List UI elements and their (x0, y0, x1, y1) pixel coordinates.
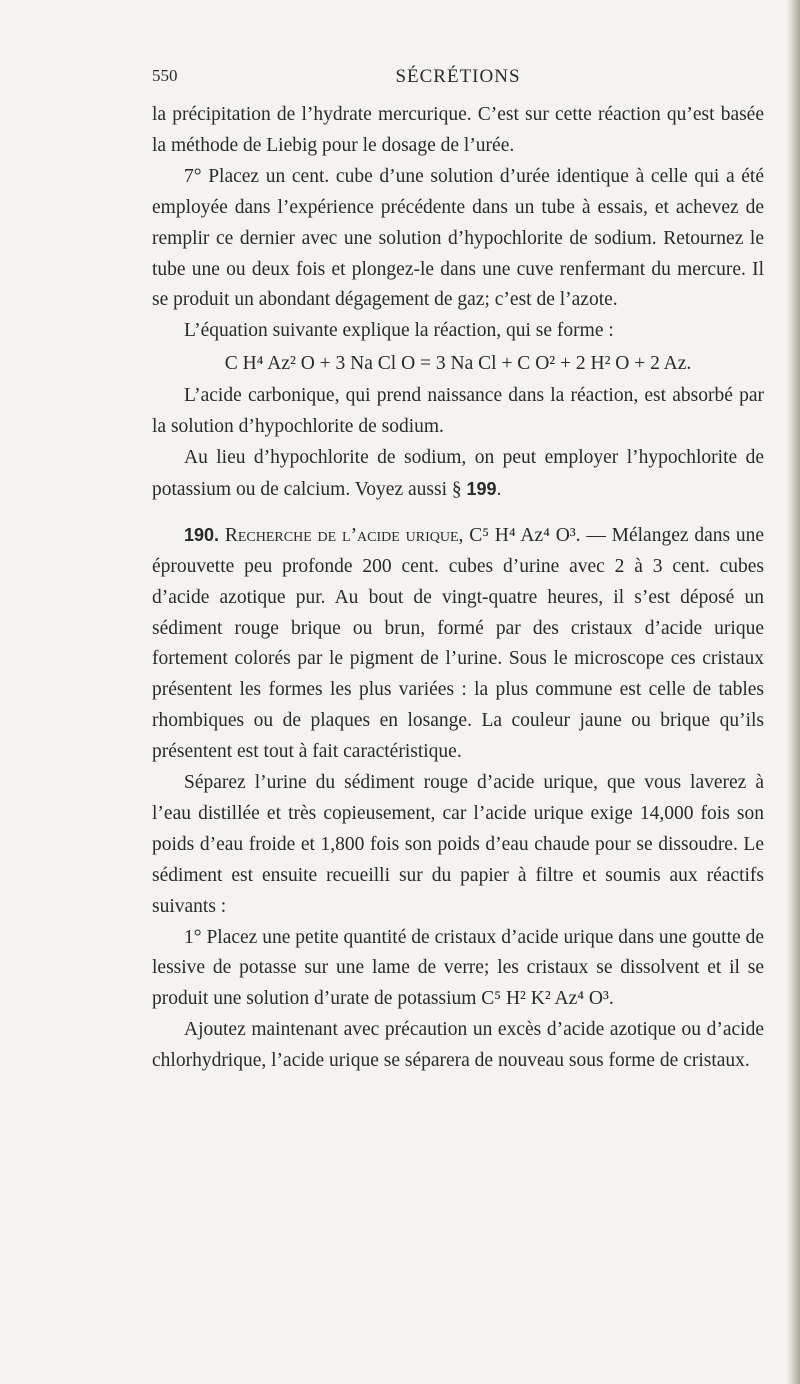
page-spine-shadow (786, 0, 800, 1384)
paragraph-equation-intro: L’équation suivante explique la réaction, qui se forme : (184, 320, 614, 342)
hypochlorite-text: Au lieu d’hypochlorite de sodium, on peut employer l’hypochlorite de potassium ou de calcium. Voyez aussi § (152, 446, 764, 500)
running-title: SÉCRÉTIONS (395, 66, 521, 87)
paragraph-hypochlorite (152, 443, 764, 506)
paragraph-step-7: 7° Placez un cent. cube d’une solution d’urée identique à celle qui a été employée dans l’expérience précédente dans un tube à essais, et achevez de remplir ce dernier avec une solution d’hypochlorite de sodium. Retournez le tube une ou deux fois et plongez-le dans une cuve renfermant du mercure. Il se produit un abondant dégagement de gaz; c’est de l’azote. (152, 165, 764, 311)
paragraph-step-1: 1° Placez une petite quantité de cristaux d’acide urique dans une goutte de lessive de potasse sur une lame de verre; les cristaux se dissolvent et il se produit une solution d’urate de potassium C⁵ H² K² Az⁴ O³. (152, 926, 764, 1010)
page-body (152, 100, 764, 1077)
section-number: 190. (184, 524, 220, 545)
paragraph-separation: Séparez l’urine du sédiment rouge d’acide urique, que vous laverez à l’eau distillée et très copieusement, car l’acide urique exige 14,000 fois son poids d’eau froide et 1,800 fois son poids d’eau chaude pour se dissoudre. Le sédiment est ensuite recueilli sur du papier à filtre et soumis aux réactifs suivants : (152, 772, 764, 917)
paragraph-add-acid: Ajoutez maintenant avec précaution un excès d’acide azotique ou d’acide chlorhydrique, l’acide urique se séparera de nouveau sous forme de cristaux. (152, 1019, 764, 1072)
section-title: Recherche de l’acide urique, (224, 524, 464, 546)
page-header (152, 66, 764, 92)
page-number: 550 (152, 66, 178, 85)
hypochlorite-end: . (496, 478, 502, 500)
paragraph-carbonic-acid: L’acide carbonique, qui prend naissance dans la réaction, est absorbé par la solution d’hypochlorite de sodium. (152, 385, 764, 438)
paragraph-continuation: la précipitation de l’hydrate mercurique. C’est sur cette réaction qu’est basée la méthode de Liebig pour le dosage de l’urée. (152, 104, 764, 156)
section-formula: C⁵ H⁴ Az⁴ O³. (469, 524, 581, 546)
section-190 (152, 520, 764, 768)
section-190-text: — Mélangez dans une éprouvette peu profonde 200 cent. cubes d’urine avec 2 à 3 cent. cubes d’acide azotique pur. Au bout de vingt-quatre heures, il s’est déposé un sédiment rouge brique ou brun, formé par des cristaux d’acide urique fortement colorés par le pigment de l’urine. Sous le microscope ces cristaux présentent les formes les plus variées : la plus commune est celle de tables rhombiques ou de plaques en losange. La couleur jaune ou brique qu’ils présentent est tout à fait caractéristique. (152, 524, 765, 763)
section-reference: 199 (466, 478, 497, 499)
chemical-equation: C H⁴ Az² O + 3 Na Cl O = 3 Na Cl + C O² + 2 H² O + 2 Az. (224, 353, 692, 375)
